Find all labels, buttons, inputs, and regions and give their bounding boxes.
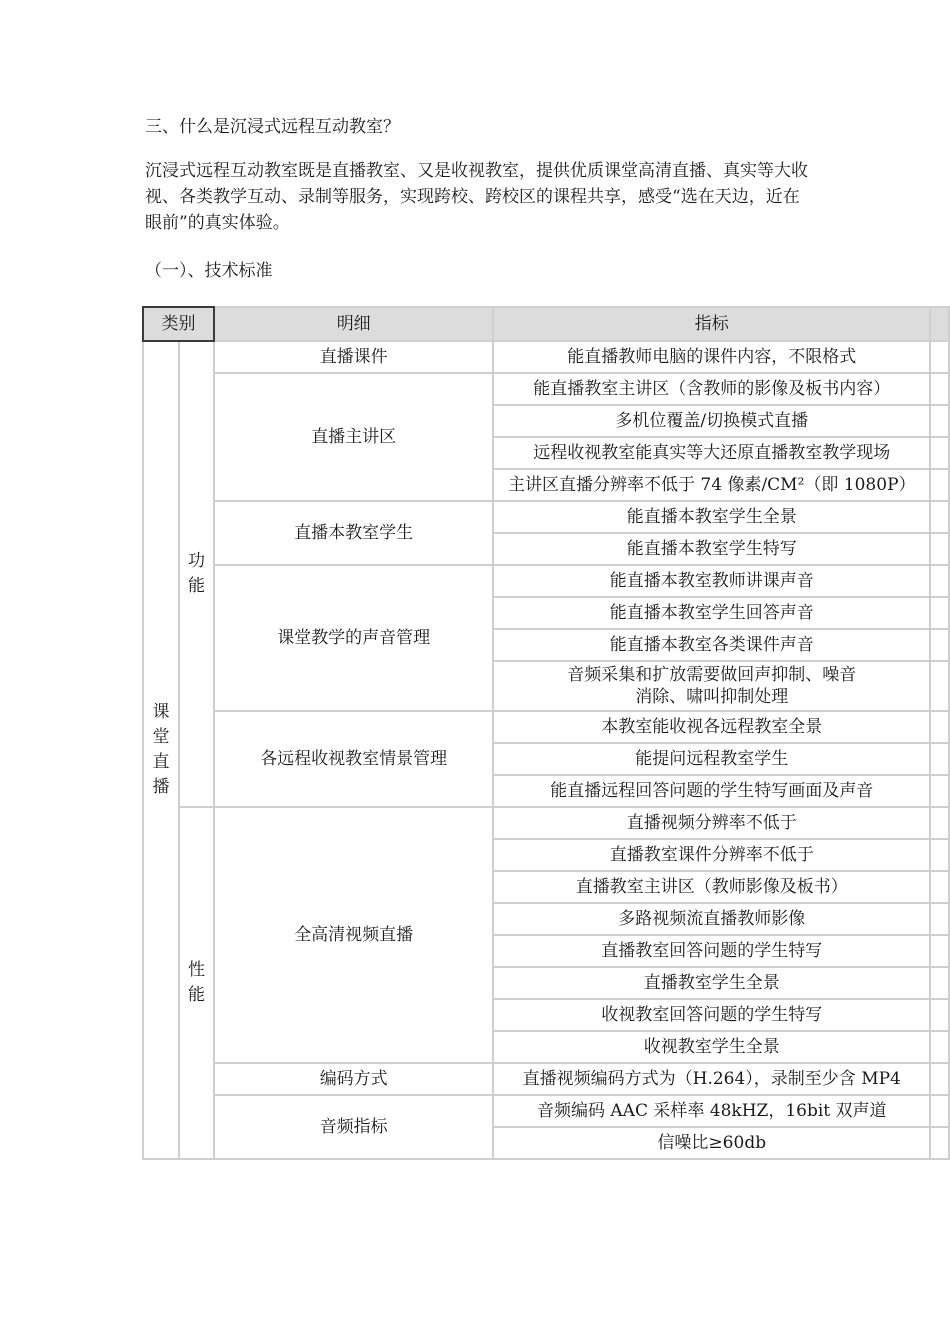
extra-cell: [930, 629, 949, 661]
extra-cell: [930, 565, 949, 597]
table-row: [143, 1095, 949, 1127]
detail-cell: 直播本教室学生: [214, 501, 493, 565]
indicator-cell: 本教室能收视各远程教室全景: [493, 711, 930, 743]
intro-paragraph: 沉浸式远程互动教室既是直播教室、又是收视教室，提供优质课堂高清直播、真实等大收视、各类教学互动、录制等服务，实现跨校、跨校区的课程共享，感受“选在天边，近在眼前”的真实体验。: [145, 161, 808, 233]
extra-cell: [930, 807, 949, 839]
table-row: [143, 341, 949, 373]
header-category: 类别: [143, 307, 214, 341]
indicator-cell: 音频采集和扩放需要做回声抑制、噪音消除、啸叫抑制处理: [493, 661, 930, 711]
extra-cell: [930, 373, 949, 405]
indicator-cell: 主讲区直播分辨率不低于 74 像素/CM²（即 1080P）: [493, 469, 930, 501]
header-row: [143, 307, 949, 341]
indicator-cell: 直播教室课件分辨率不低于: [493, 839, 930, 871]
indicator-cell: 收视教室学生全景: [493, 1031, 930, 1063]
subsection-heading: （一）、技术标准: [145, 261, 273, 281]
extra-cell: [930, 533, 949, 565]
header-detail: 明细: [214, 307, 493, 341]
extra-cell: [930, 597, 949, 629]
indicator-cell: 信噪比≥60db: [493, 1127, 930, 1159]
extra-cell: [930, 967, 949, 999]
header-indicator: 指标: [493, 307, 930, 341]
indicator-cell: 收视教室回答问题的学生特写: [493, 999, 930, 1031]
extra-cell: [930, 469, 949, 501]
group-function: 功能: [179, 341, 214, 807]
indicator-cell: 多路视频流直播教师影像: [493, 903, 930, 935]
extra-cell: [930, 437, 949, 469]
table-row: [143, 565, 949, 597]
group-performance: 性能: [179, 807, 214, 1159]
extra-cell: [930, 1095, 949, 1127]
indicator-cell: 能直播本教室学生回答声音: [493, 597, 930, 629]
extra-cell: [930, 405, 949, 437]
extra-cell: [930, 871, 949, 903]
indicator-cell: 直播视频编码方式为（H.264），录制至少含 MP4: [493, 1063, 930, 1095]
category-cell: 课堂直播: [143, 341, 179, 1159]
indicator-cell: 能直播本教室学生全景: [493, 501, 930, 533]
detail-cell: 课堂教学的声音管理: [214, 565, 493, 711]
indicator-cell: 多机位覆盖/切换模式直播: [493, 405, 930, 437]
indicator-cell: 远程收视教室能真实等大还原直播教室教学现场: [493, 437, 930, 469]
table-row: [143, 807, 949, 839]
extra-cell: [930, 501, 949, 533]
detail-cell: 编码方式: [214, 1063, 493, 1095]
indicator-cell: 能直播教师电脑的课件内容，不限格式: [493, 341, 930, 373]
indicator-cell: 直播视频分辨率不低于: [493, 807, 930, 839]
detail-cell: 直播课件: [214, 341, 493, 373]
extra-cell: [930, 1031, 949, 1063]
extra-cell: [930, 661, 949, 711]
extra-cell: [930, 1063, 949, 1095]
detail-cell: 音频指标: [214, 1095, 493, 1159]
table-row: [143, 1063, 949, 1095]
section-heading: 三、什么是沉浸式远程互动教室？: [145, 117, 400, 137]
detail-cell: 直播主讲区: [214, 373, 493, 501]
indicator-cell: 能直播远程回答问题的学生特写画面及声音: [493, 775, 930, 807]
extra-cell: [930, 903, 949, 935]
indicator-cell: 直播教室回答问题的学生特写: [493, 935, 930, 967]
indicator-cell: 能直播本教室各类课件声音: [493, 629, 930, 661]
header-extra: [930, 307, 949, 341]
detail-cell: 各远程收视教室情景管理: [214, 711, 493, 807]
indicator-cell: 能提问远程教室学生: [493, 743, 930, 775]
extra-cell: [930, 341, 949, 373]
table-row: [143, 501, 949, 533]
extra-cell: [930, 743, 949, 775]
indicator-cell: 直播教室学生全景: [493, 967, 930, 999]
extra-cell: [930, 711, 949, 743]
detail-cell: 全高清视频直播: [214, 807, 493, 1063]
extra-cell: [930, 935, 949, 967]
extra-cell: [930, 775, 949, 807]
indicator-cell: 音频编码 AAC 采样率 48kHZ，16bit 双声道: [493, 1095, 930, 1127]
extra-cell: [930, 999, 949, 1031]
indicator-cell: 能直播本教室学生特写: [493, 533, 930, 565]
table-row: [143, 711, 949, 743]
extra-cell: [930, 839, 949, 871]
tech-standards-table: [142, 306, 950, 1160]
indicator-cell: 能直播教室主讲区（含教师的影像及板书内容）: [493, 373, 930, 405]
indicator-cell: 直播教室主讲区（教师影像及板书）: [493, 871, 930, 903]
table-row: [143, 373, 949, 405]
indicator-cell: 能直播本教室教师讲课声音: [493, 565, 930, 597]
extra-cell: [930, 1127, 949, 1159]
